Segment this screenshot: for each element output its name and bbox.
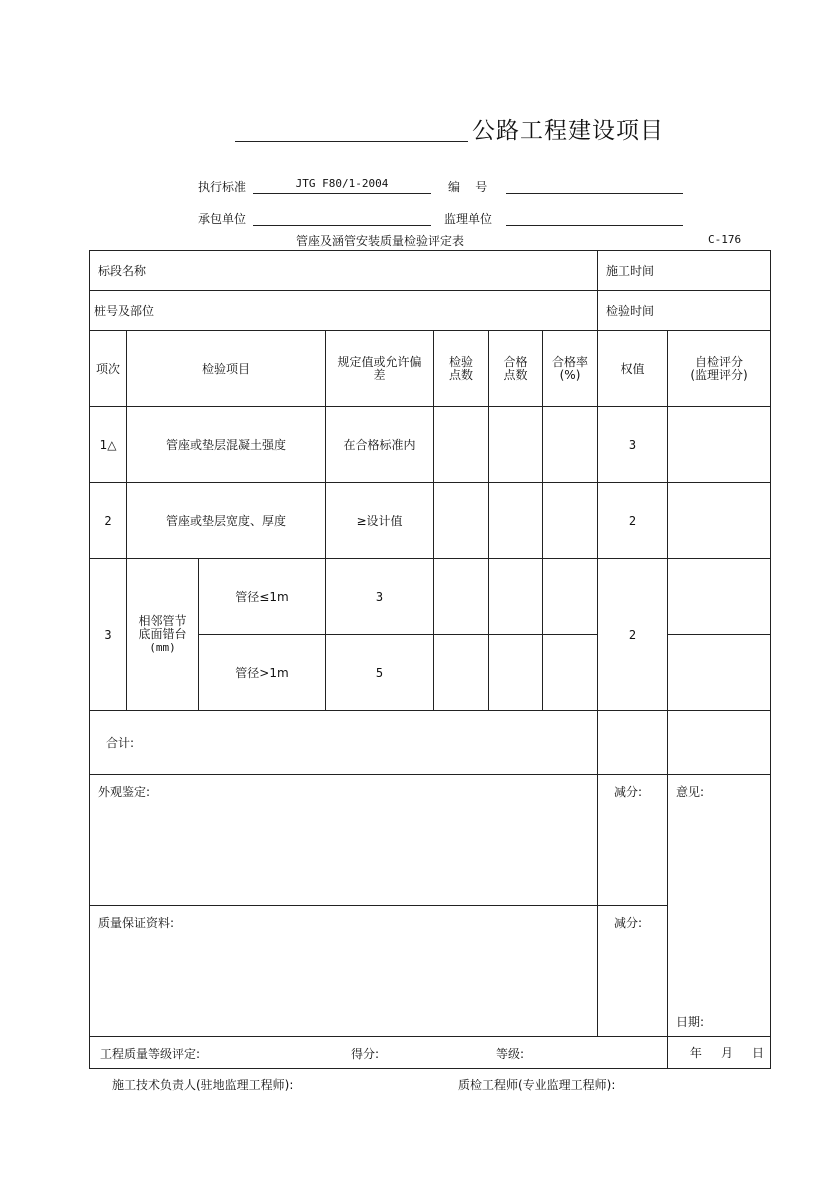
appearance-label: 外观鉴定: xyxy=(98,785,151,799)
total-cell[interactable] xyxy=(90,711,598,775)
total-weight-cell[interactable] xyxy=(598,711,668,775)
day-label: 日 xyxy=(752,1046,765,1060)
station-cell[interactable] xyxy=(90,291,598,331)
row-no: 1△ xyxy=(90,407,127,483)
footer-technical-lead: 施工技术负责人(驻地监理工程师): xyxy=(112,1078,294,1092)
row-item: 管座或垫层混凝土强度 xyxy=(127,407,326,483)
quality-docs-label: 质量保证资料: xyxy=(98,916,175,930)
table-row xyxy=(90,483,771,559)
contractor-field[interactable] xyxy=(253,209,431,226)
col-rate: 合格率 (%) xyxy=(543,331,598,407)
station-label: 桩号及部位 xyxy=(94,304,155,318)
deduct-label: 减分: xyxy=(614,916,643,930)
opinion-label: 意见: xyxy=(676,785,705,799)
col-weight: 权值 xyxy=(598,331,668,407)
number-field[interactable] xyxy=(506,177,683,194)
row-score-cell[interactable] xyxy=(668,559,771,635)
col-points: 检验 点数 xyxy=(434,331,489,407)
month-label: 月 xyxy=(720,1046,733,1060)
row-score-cell[interactable] xyxy=(668,635,771,711)
col-qualified: 合格 点数 xyxy=(489,331,543,407)
row-points-cell[interactable] xyxy=(434,635,489,711)
table-row xyxy=(90,559,771,635)
construction-time-cell[interactable] xyxy=(598,251,771,291)
col-item-no: 项次 xyxy=(90,331,127,407)
supervisor-field[interactable] xyxy=(506,209,683,226)
row-rate-cell[interactable] xyxy=(543,483,598,559)
row-weight: 2 xyxy=(598,559,668,711)
row-points-cell[interactable] xyxy=(434,483,489,559)
deduct-cell-2[interactable] xyxy=(598,906,668,1037)
col-score: 自检评分 (监理评分) xyxy=(668,331,771,407)
section-name-label: 标段名称 xyxy=(98,264,147,278)
row-no: 2 xyxy=(90,483,127,559)
appearance-cell[interactable] xyxy=(90,775,598,906)
form-code: C-176 xyxy=(708,233,742,246)
row-no: 3 xyxy=(90,559,127,711)
total-score-cell[interactable] xyxy=(668,711,771,775)
total-label: 合计: xyxy=(106,736,135,750)
grade-eval-cell[interactable] xyxy=(90,1037,668,1069)
date-ymd-cell[interactable] xyxy=(668,1037,771,1069)
inspection-time-cell[interactable] xyxy=(598,291,771,331)
row-qualified-cell[interactable] xyxy=(489,559,543,635)
row-rate-cell[interactable] xyxy=(543,559,598,635)
row-spec: 在合格标准内 xyxy=(326,407,434,483)
row-points-cell[interactable] xyxy=(434,407,489,483)
supervisor-label: 监理单位 xyxy=(444,212,493,226)
row-weight: 2 xyxy=(598,483,668,559)
row-score-cell[interactable] xyxy=(668,483,771,559)
contractor-label: 承包单位 xyxy=(198,212,247,226)
form-name: 管座及涵管安装质量检验评定表 xyxy=(296,234,465,248)
row-spec: 3 xyxy=(326,559,434,635)
score-label: 得分: xyxy=(351,1047,380,1061)
row-points-cell[interactable] xyxy=(434,559,489,635)
inspection-time-label: 检验时间 xyxy=(606,304,655,318)
sub-item-pipe-large: 管径>1m xyxy=(199,635,326,711)
opinion-cell[interactable] xyxy=(668,775,771,1037)
page-title: 公路工程建设项目 xyxy=(472,118,664,144)
quality-docs-cell[interactable] xyxy=(90,906,598,1037)
row-spec: 5 xyxy=(326,635,434,711)
deduct-cell-1[interactable] xyxy=(598,775,668,906)
section-name-cell[interactable] xyxy=(90,251,598,291)
row-item: 管座或垫层宽度、厚度 xyxy=(127,483,326,559)
inspection-form-table xyxy=(89,250,771,1069)
row-score-cell[interactable] xyxy=(668,407,771,483)
row-item: 相邻管节 底面错台 (mm) xyxy=(127,559,199,711)
year-label: 年 xyxy=(689,1046,702,1060)
row-qualified-cell[interactable] xyxy=(489,483,543,559)
project-name-blank[interactable] xyxy=(235,141,468,142)
deduct-label: 减分: xyxy=(614,785,643,799)
col-inspection-item: 检验项目 xyxy=(127,331,326,407)
row-qualified-cell[interactable] xyxy=(489,407,543,483)
row-rate-cell[interactable] xyxy=(543,407,598,483)
grade-label: 等级: xyxy=(496,1047,525,1061)
row-weight: 3 xyxy=(598,407,668,483)
grade-eval-label: 工程质量等级评定: xyxy=(100,1047,201,1061)
construction-time-label: 施工时间 xyxy=(606,264,655,278)
footer-quality-engineer: 质检工程师(专业监理工程师): xyxy=(458,1078,616,1092)
number-label: 编 号 xyxy=(448,180,488,194)
table-row xyxy=(90,407,771,483)
standard-field[interactable]: JTG F80/1-2004 xyxy=(253,177,431,194)
date-label: 日期: xyxy=(676,1015,705,1029)
col-spec: 规定值或允许偏 差 xyxy=(326,331,434,407)
row-qualified-cell[interactable] xyxy=(489,635,543,711)
row-spec: ≥设计值 xyxy=(326,483,434,559)
row-rate-cell[interactable] xyxy=(543,635,598,711)
standard-label: 执行标准 xyxy=(198,180,247,194)
sub-item-pipe-small: 管径≤1m xyxy=(199,559,326,635)
